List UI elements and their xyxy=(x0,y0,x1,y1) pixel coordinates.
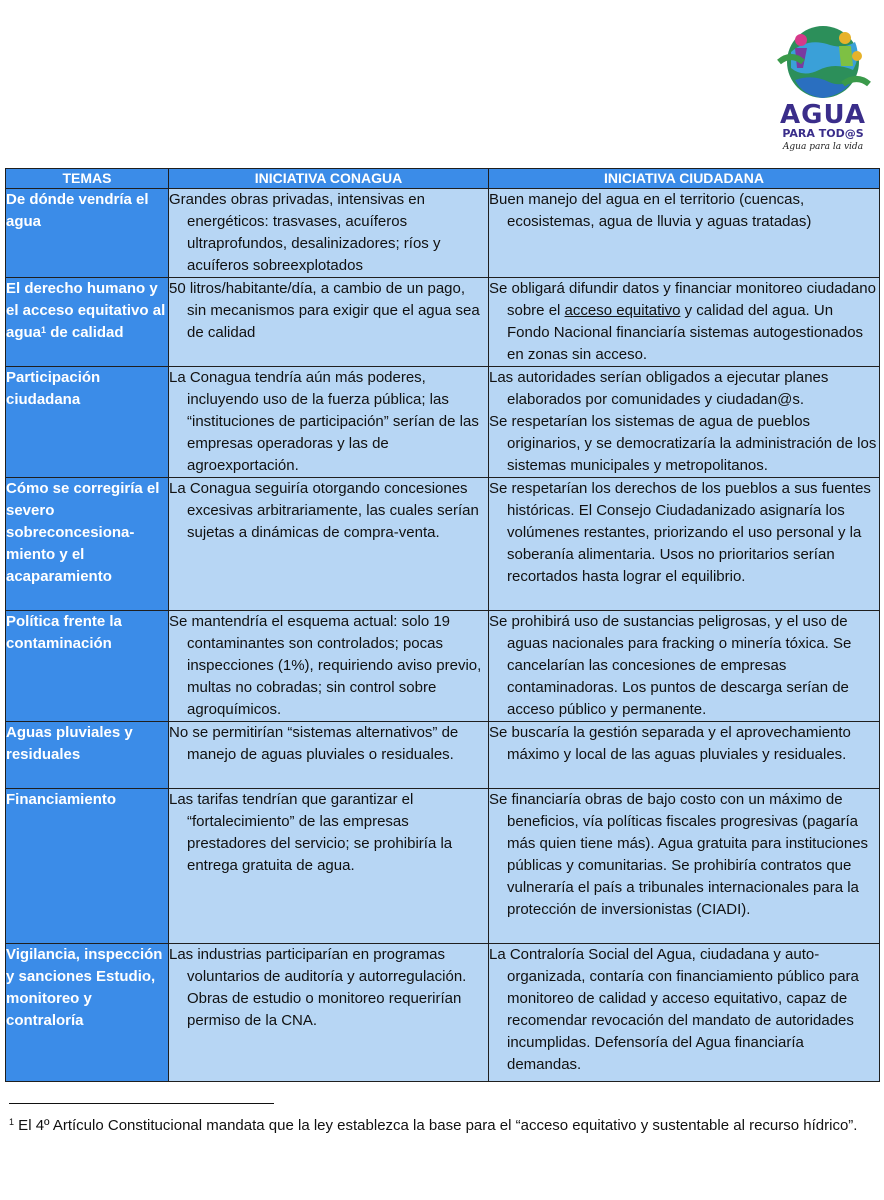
table-row xyxy=(6,722,880,789)
ciudadana-cell xyxy=(489,367,880,478)
cell-text: Se prohibirá uso de sustancias peligrosas, y el uso de aguas nacionales para fracking o minería tóxica. Se cancelarían las concesiones de empresas contaminadoras. Los puntos de descarga serían de acceso público y permanente. xyxy=(489,613,852,718)
conagua-cell xyxy=(169,944,489,1082)
ciudadana-cell xyxy=(489,722,880,789)
footnote xyxy=(9,1115,869,1136)
header-ciudadana: INICIATIVA CIUDADANA xyxy=(489,169,880,189)
ciudadana-cell xyxy=(489,278,880,367)
conagua-cell xyxy=(169,278,489,367)
comparison-table xyxy=(5,168,880,1082)
ciudadana-cell xyxy=(489,478,880,611)
cell-text: 50 litros/habitante/día, a cambio de un pago, sin mecanismos para exigir que el agua sea de calidad xyxy=(169,280,480,341)
topic-text-end: de calidad xyxy=(46,324,124,341)
table-row xyxy=(6,367,880,478)
ciudadana-cell xyxy=(489,611,880,722)
ciudadana-cell xyxy=(489,944,880,1082)
ciudadana-cell xyxy=(489,189,880,278)
cell-text: Las tarifas tendrían que garantizar el “fortalecimiento” de las empresas prestadores del servicio; se prohibiría la entrega gratuita de agua. xyxy=(169,791,453,874)
underlined-term: acceso equitativo xyxy=(564,302,681,319)
cell-text: La Conagua seguiría otorgando concesiones excesivas arbitrariamente, las cuales serían sujetas a dinámicas de compra-venta. xyxy=(169,480,479,541)
topic-text: El derecho humano y el acceso equitativo al agua xyxy=(6,280,166,341)
row-topic: Política frente la contaminación xyxy=(6,611,169,722)
footnote-marker: 1 xyxy=(9,1117,15,1127)
conagua-cell xyxy=(169,367,489,478)
table-header-row xyxy=(6,169,880,189)
cell-text: Se financiaría obras de bajo costo con un máximo de beneficios, vía políticas fiscales progresivas (pagaría más quien tiene más). Agua gratuita para instituciones públicas y comunitarias. Se prohibiría contratos que vulneraría el país a tribunales internacionales para la protección de inversionistas (CIADI). xyxy=(489,791,869,918)
cell-text: Las industrias participarían en programas voluntarios de auditoría y autorregulación. Obras de estudio o monitoreo requerirían permiso de la CNA. xyxy=(169,946,467,1029)
table-row xyxy=(6,278,880,367)
cell-text: Las autoridades serían obligados a ejecutar planes elaborados por comunidades y ciudadan@s. xyxy=(489,369,829,408)
conagua-cell xyxy=(169,611,489,722)
cell-text: Se respetarían los derechos de los pueblos a sus fuentes históricas. El Consejo Ciudadanizado asignaría los volúmenes restantes, priorizando el uso personal y la soberanía alimentaria. Usos no prioritarios serían recortados hasta lograr el equilibrio. xyxy=(489,480,871,585)
row-topic xyxy=(6,278,169,367)
row-topic: Participación ciudadana xyxy=(6,367,169,478)
logo-subtitle: PARA TOD@S xyxy=(782,127,864,140)
logo-brand: AGUA xyxy=(780,100,866,130)
cell-text: Grandes obras privadas, intensivas en energéticos: trasvases, acuíferos ultraprofundos, desalinizadores; ríos y acuíferos sobreexplotados xyxy=(169,191,441,274)
cell-text: Se respetarían los sistemas de agua de pueblos originarios, y se democratizaría la administración de los sistemas municipales y metropolitanos. xyxy=(489,413,877,474)
cell-text-end: y calidad del agua. Un Fondo Nacional financiaría sistemas autogestionados en zonas sin acceso. xyxy=(507,302,864,363)
header-conagua: INICIATIVA CONAGUA xyxy=(169,169,489,189)
table-row xyxy=(6,944,880,1082)
cell-text: Buen manejo del agua en el territorio (cuencas, ecosistemas, agua de lluvia y aguas tratadas) xyxy=(489,191,812,230)
footnote-text: El 4º Artículo Constitucional mandata que la ley establezca la base para el “acceso equitativo y sustentable al recurso hídrico”. xyxy=(14,1117,858,1134)
conagua-cell xyxy=(169,789,489,944)
table-row xyxy=(6,478,880,611)
row-topic: Aguas pluviales y residuales xyxy=(6,722,169,789)
conagua-cell xyxy=(169,189,489,278)
table-row xyxy=(6,611,880,722)
cell-text xyxy=(489,278,879,366)
footnote-divider xyxy=(9,1103,274,1104)
table-row xyxy=(6,789,880,944)
row-topic: Vigilancia, inspección y sanciones Estudio, monitoreo y contraloría xyxy=(6,944,169,1082)
ciudadana-cell xyxy=(489,789,880,944)
table-row xyxy=(6,189,880,278)
cell-text: La Contraloría Social del Agua, ciudadana y auto-organizada, contaría con financiamiento público para monitoreo de calidad y acceso equitativo, capaz de recomendar revocación del mandato de autoridades incumplidas. Defensoría del Agua financiaría demandas. xyxy=(489,946,859,1073)
cell-text: La Conagua tendría aún más poderes, incluyendo uso de la fuerza pública; las “instituciones de participación” serían de las empresas operadoras y las de agroexportación. xyxy=(169,369,479,474)
row-topic: Cómo se corregiría el severo sobreconcesiona-miento y el acaparamiento xyxy=(6,478,169,611)
cell-text: Se mantendría el esquema actual: solo 19 contaminantes son controlados; pocas inspecciones (1%), requiriendo aviso previo, multas no cobradas; sin control sobre agroquímicos. xyxy=(169,613,482,718)
header-temas: TEMAS xyxy=(6,169,169,189)
conagua-cell xyxy=(169,478,489,611)
logo-tagline: Agua para la vida xyxy=(782,142,864,152)
row-topic: Financiamiento xyxy=(6,789,169,944)
cell-text: No se permitirían “sistemas alternativos” de manejo de aguas pluviales o residuales. xyxy=(169,724,459,763)
globe-people-icon xyxy=(773,22,873,104)
conagua-cell xyxy=(169,722,489,789)
row-topic: De dónde vendría el agua xyxy=(6,189,169,278)
agua-para-todos-logo xyxy=(773,22,873,158)
cell-text-start: Se obligará difundir datos y financiar monitoreo ciudadano sobre el xyxy=(489,280,876,319)
footnote-ref: 1 xyxy=(41,325,47,335)
cell-text: Se buscaría la gestión separada y el aprovechamiento máximo y local de las aguas pluviales y residuales. xyxy=(489,724,851,763)
